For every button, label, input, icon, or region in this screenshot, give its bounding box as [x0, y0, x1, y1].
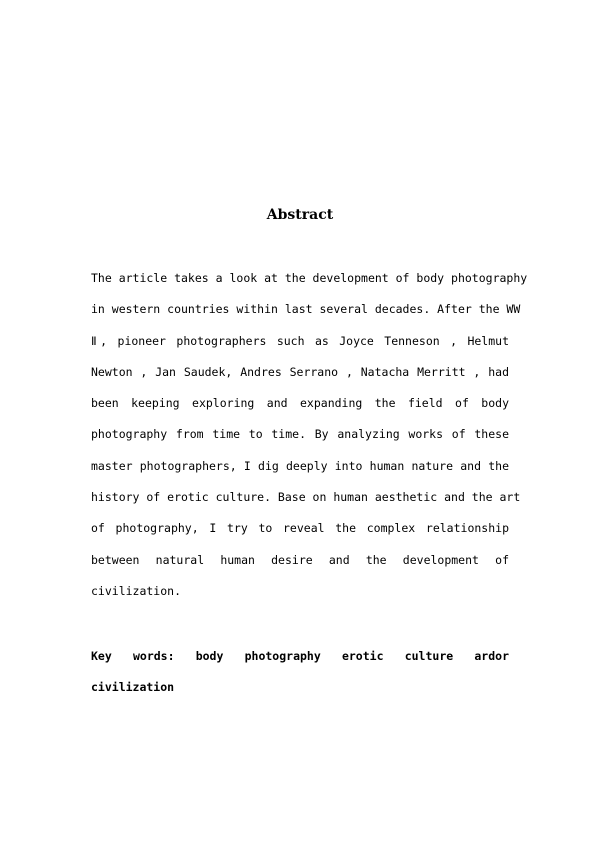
abstract-body	[91, 263, 528, 607]
abstract-line: Ⅱ, pioneer photographers such as Joyce Tenneson , Helmut	[91, 333, 509, 348]
page-title: Abstract	[266, 207, 334, 223]
abstract-line: in western countries within last several decades. After the WW	[91, 302, 521, 317]
abstract-line: of photography, I try to reveal the complex relationship	[91, 521, 509, 536]
abstract-line: civilization.	[91, 583, 182, 598]
abstract-line: history of erotic culture. Base on human aesthetic and the art	[91, 490, 521, 505]
keywords-line: civilization	[91, 680, 175, 695]
abstract-line: The article takes a look at the development of body photography	[91, 271, 528, 285]
keywords-line: Key words: body photography erotic culture ardor	[91, 649, 509, 663]
abstract-line: master photographers, I dig deeply into human nature and the	[91, 458, 509, 473]
abstract-line: been keeping exploring and expanding the field of body	[91, 396, 509, 411]
keywords-section	[91, 641, 509, 704]
abstract-line: between natural human desire and the development of	[91, 552, 509, 567]
abstract-line: photography from time to time. By analyzing works of these	[91, 427, 509, 442]
abstract-line: Newton , Jan Saudek, Andres Serrano , Natacha Merritt , had	[91, 364, 509, 379]
